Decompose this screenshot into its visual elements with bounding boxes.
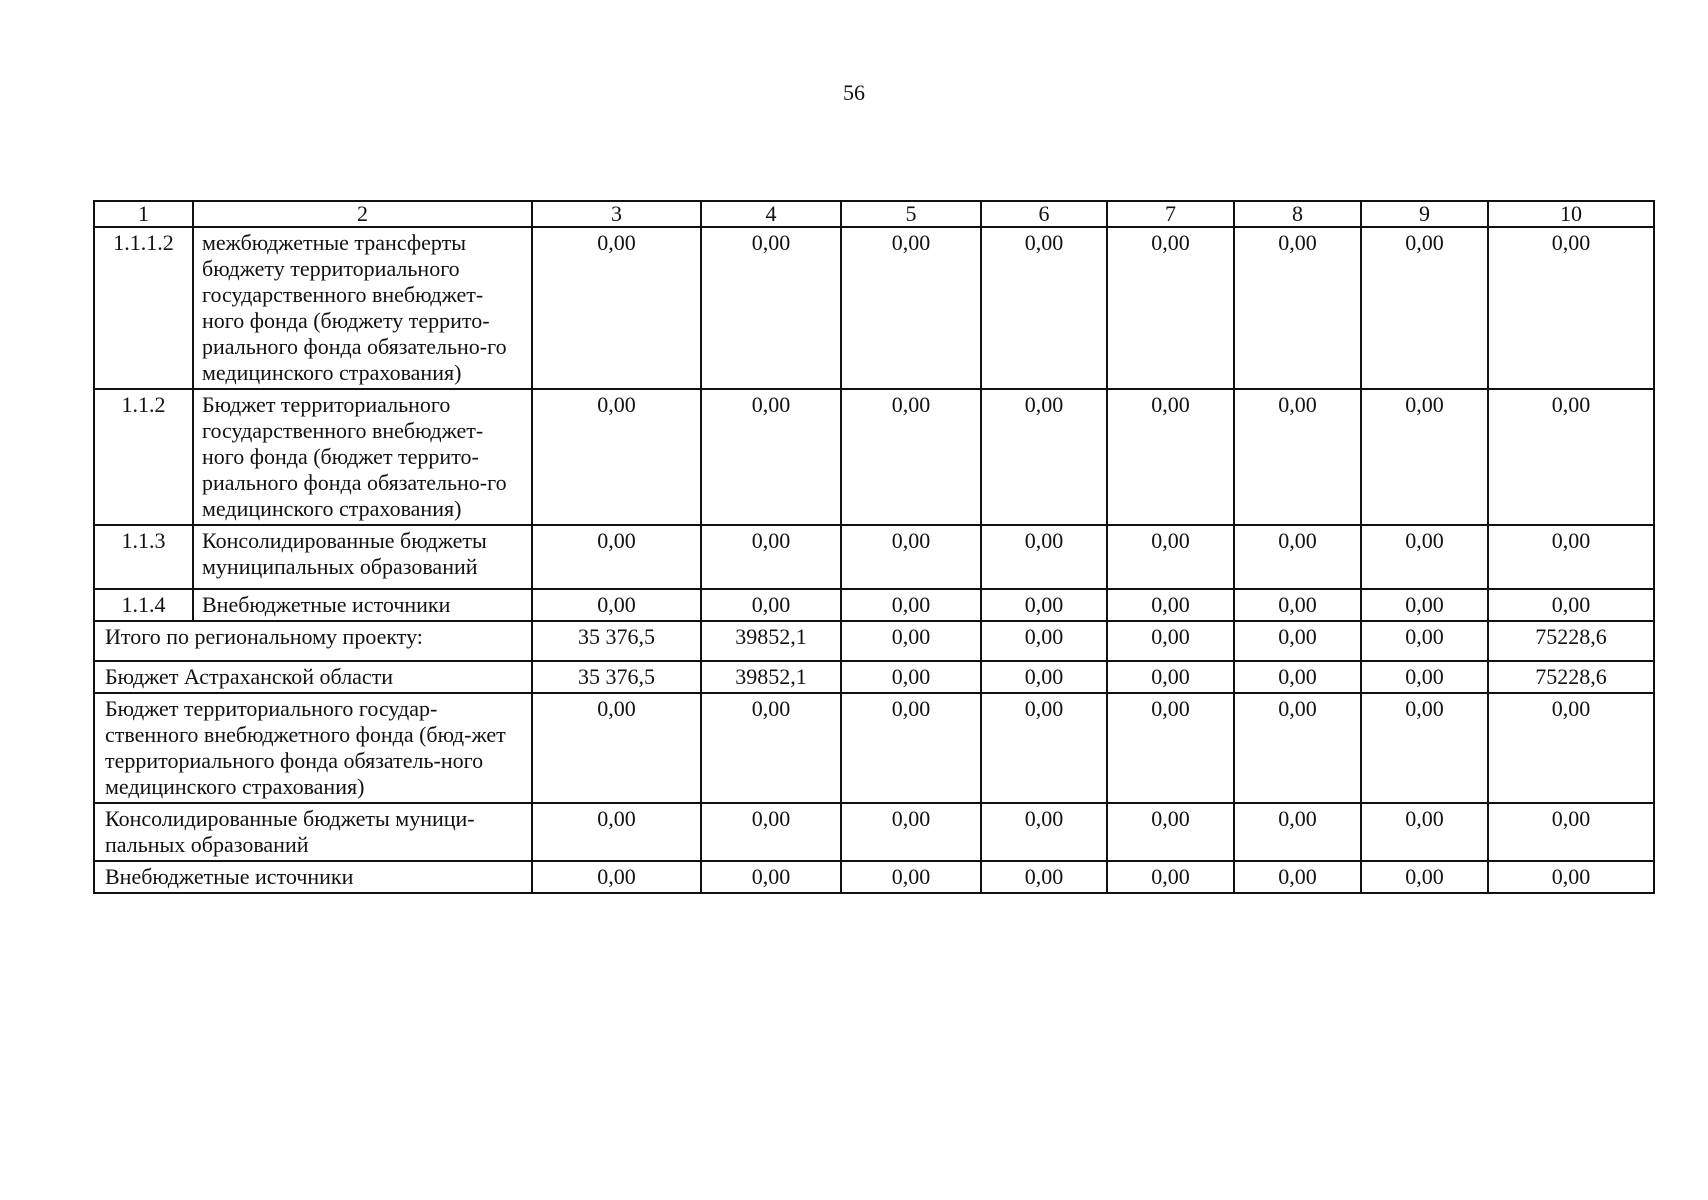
cell-value: 0,00 [701,803,841,861]
cell-value: 0,00 [532,525,701,589]
cell-value: 75228,6 [1488,621,1654,661]
row-code: 1.1.1.2 [94,227,193,389]
cell-value: 0,00 [701,861,841,893]
cell-value: 0,00 [981,589,1107,621]
cell-value: 0,00 [1488,693,1654,803]
column-header: 9 [1361,201,1488,227]
cell-value: 0,00 [532,389,701,525]
cell-value: 0,00 [1361,661,1488,693]
summary-row [94,621,1654,661]
cell-value: 75228,6 [1488,661,1654,693]
table-row [94,525,1654,589]
row-description: Внебюджетные источники [193,589,532,621]
cell-value: 0,00 [532,227,701,389]
column-header: 1 [94,201,193,227]
cell-value: 0,00 [1488,227,1654,389]
cell-value: 0,00 [1361,389,1488,525]
cell-value: 0,00 [701,227,841,389]
cell-value: 0,00 [981,525,1107,589]
cell-value: 0,00 [841,621,981,661]
column-header: 5 [841,201,981,227]
cell-value: 0,00 [1107,227,1234,389]
cell-value: 0,00 [1107,589,1234,621]
cell-value: 39852,1 [701,621,841,661]
row-code: 1.1.4 [94,589,193,621]
cell-value: 0,00 [532,803,701,861]
cell-value: 0,00 [841,227,981,389]
cell-value: 0,00 [701,693,841,803]
cell-value: 0,00 [841,803,981,861]
summary-row [94,861,1654,893]
cell-value: 0,00 [841,861,981,893]
row-code: 1.1.3 [94,525,193,589]
cell-value: 0,00 [1361,525,1488,589]
cell-value: 0,00 [1488,525,1654,589]
cell-value: 0,00 [981,227,1107,389]
column-header: 7 [1107,201,1234,227]
cell-value: 0,00 [1234,861,1361,893]
cell-value: 35 376,5 [532,661,701,693]
cell-value: 0,00 [532,861,701,893]
table-row [94,227,1654,389]
cell-value: 0,00 [1107,861,1234,893]
cell-value: 0,00 [981,693,1107,803]
cell-value: 0,00 [841,389,981,525]
cell-value: 0,00 [1361,693,1488,803]
cell-value: 35 376,5 [532,621,701,661]
cell-value: 0,00 [1234,693,1361,803]
cell-value: 0,00 [1488,803,1654,861]
cell-value: 0,00 [1107,389,1234,525]
column-header: 3 [532,201,701,227]
summary-label: Бюджет Астраханской области [94,661,532,693]
table-row [94,589,1654,621]
summary-row [94,693,1654,803]
row-code: 1.1.2 [94,389,193,525]
cell-value: 0,00 [1234,803,1361,861]
cell-value: 0,00 [981,803,1107,861]
cell-value: 0,00 [981,621,1107,661]
cell-value: 0,00 [1107,661,1234,693]
cell-value: 0,00 [701,389,841,525]
cell-value: 0,00 [1107,693,1234,803]
header-row [94,201,1654,227]
cell-value: 0,00 [981,861,1107,893]
cell-value: 0,00 [1234,227,1361,389]
table-row [94,389,1654,525]
summary-label: Консолидированные бюджеты муници-пальных образований [94,803,532,861]
row-description: Консолидированные бюджеты муниципальных образований [193,525,532,589]
cell-value: 0,00 [1107,525,1234,589]
cell-value: 0,00 [1234,661,1361,693]
cell-value: 0,00 [1361,589,1488,621]
summary-label: Итого по региональному проекту: [94,621,532,661]
cell-value: 0,00 [981,389,1107,525]
cell-value: 0,00 [1361,803,1488,861]
row-description: межбюджетные трансферты бюджету территориального государственного внебюджет-ного фонда (бюджету террито-риального фонда обязательно-го медицинского страхования) [193,227,532,389]
cell-value: 0,00 [1234,589,1361,621]
column-header: 2 [193,201,532,227]
cell-value: 0,00 [701,589,841,621]
cell-value: 0,00 [981,661,1107,693]
cell-value: 0,00 [841,525,981,589]
cell-value: 0,00 [1488,589,1654,621]
summary-label: Внебюджетные источники [94,861,532,893]
row-description: Бюджет территориального государственного внебюджет-ного фонда (бюджет террито-риального фонда обязательно-го медицинского страхования) [193,389,532,525]
column-header: 10 [1488,201,1654,227]
cell-value: 0,00 [1234,525,1361,589]
cell-value: 0,00 [1488,861,1654,893]
cell-value: 0,00 [841,661,981,693]
page-number: 56 [843,80,865,105]
column-header: 6 [981,201,1107,227]
cell-value: 0,00 [701,525,841,589]
cell-value: 0,00 [1361,227,1488,389]
column-header: 8 [1234,201,1361,227]
cell-value: 0,00 [1234,621,1361,661]
cell-value: 0,00 [532,589,701,621]
column-header: 4 [701,201,841,227]
cell-value: 0,00 [841,589,981,621]
cell-value: 0,00 [1234,389,1361,525]
cell-value: 0,00 [1488,389,1654,525]
cell-value: 0,00 [532,693,701,803]
cell-value: 0,00 [1107,621,1234,661]
cell-value: 0,00 [841,693,981,803]
cell-value: 0,00 [1107,803,1234,861]
cell-value: 39852,1 [701,661,841,693]
summary-label: Бюджет территориального государ-ственного внебюджетного фонда (бюд-жет территориального фонда обязатель-ного медицинского страхования) [94,693,532,803]
summary-row [94,803,1654,861]
summary-row [94,661,1654,693]
cell-value: 0,00 [1361,621,1488,661]
cell-value: 0,00 [1361,861,1488,893]
budget-table [93,200,1655,894]
